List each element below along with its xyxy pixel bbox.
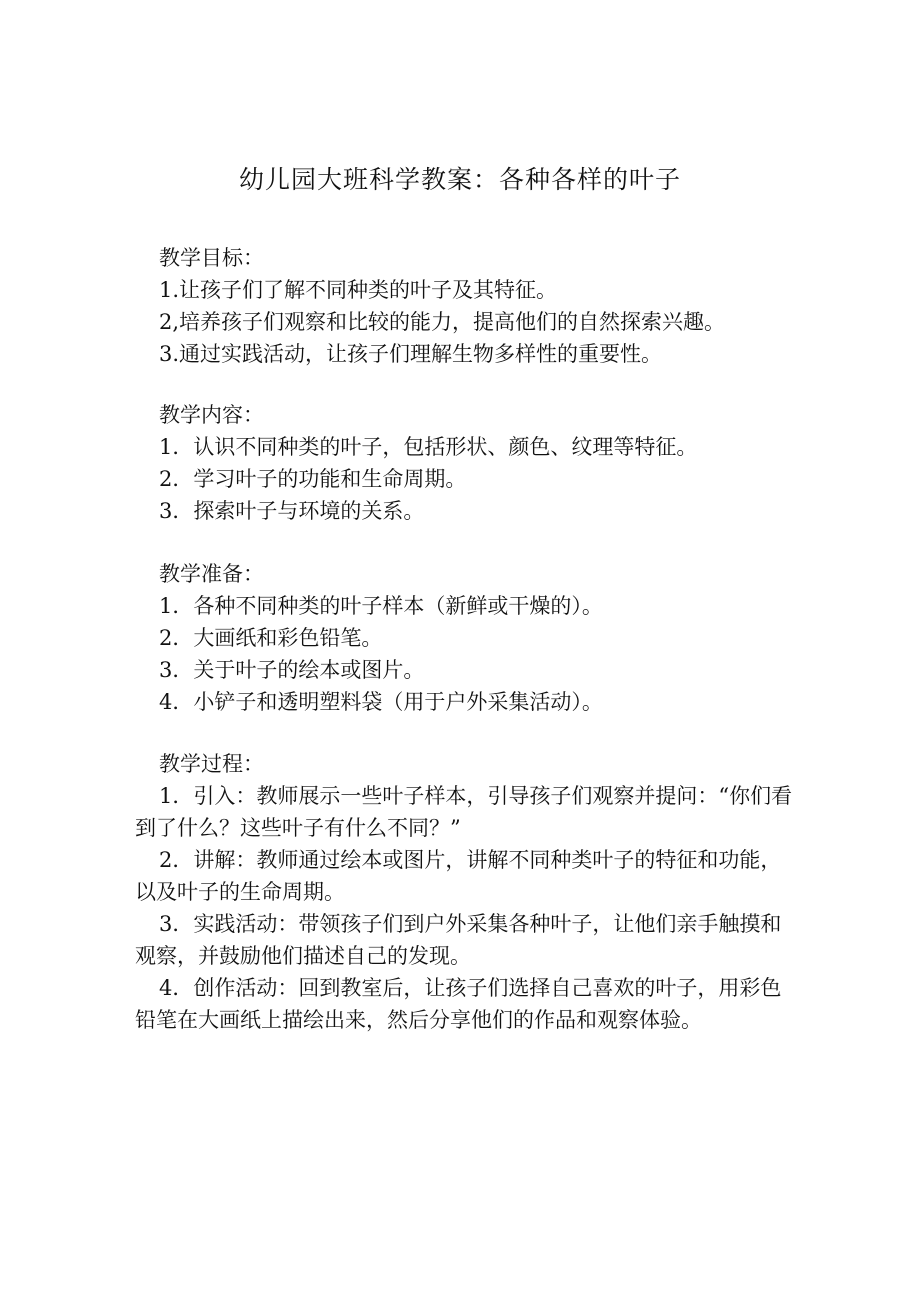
list-item: 2．学习叶子的功能和生命周期。	[159, 467, 467, 491]
section-teaching-content	[135, 399, 795, 527]
section-teaching-process	[135, 748, 795, 1036]
list-item: 2．大画纸和彩色铅笔。	[159, 626, 383, 650]
list-item: 3.通过实践活动，让孩子们理解生物多样性的重要性。	[159, 342, 663, 366]
list-item: 1．认识不同种类的叶子，包括形状、颜色、纹理等特征。	[159, 435, 698, 459]
section-heading: 教学内容：	[159, 403, 264, 427]
list-item: 3．关于叶子的绘本或图片。	[159, 658, 425, 682]
list-item: 1．各种不同种类的叶子样本（新鲜或干燥的）。	[159, 594, 603, 618]
list-item: 1.让孩子们了解不同种类的叶子及其特征。	[159, 278, 558, 302]
list-item: 4．小铲子和透明塑料袋（用于户外采集活动）。	[159, 690, 603, 714]
paragraph: 4．创作活动：回到教室后，让孩子们选择自己喜欢的叶子，用彩色铅笔在大画纸上描绘出来，然后分享他们的作品和观察体验。	[135, 976, 782, 1032]
section-heading: 教学目标：	[159, 246, 264, 270]
section-teaching-preparation	[135, 558, 795, 718]
list-item: 2,培养孩子们观察和比较的能力，提高他们的自然探索兴趣。	[159, 310, 726, 334]
section-heading: 教学过程：	[159, 752, 264, 776]
paragraph: 3．实践活动：带领孩子们到户外采集各种叶子，让他们亲手触摸和观察，并鼓励他们描述自己的发现。	[135, 912, 782, 968]
section-teaching-goals	[135, 242, 795, 370]
paragraph: 2．讲解：教师通过绘本或图片，讲解不同种类叶子的特征和功能，以及叶子的生命周期。	[135, 848, 782, 904]
document-title: 幼儿园大班科学教案：各种各样的叶子	[238, 165, 681, 194]
list-item: 3．探索叶子与环境的关系。	[159, 499, 425, 523]
section-heading: 教学准备：	[159, 562, 264, 586]
paragraph: 1．引入：教师展示一些叶子样本，引导孩子们观察并提问：“你们看到了什么？这些叶子有什么不同？”	[135, 784, 793, 840]
